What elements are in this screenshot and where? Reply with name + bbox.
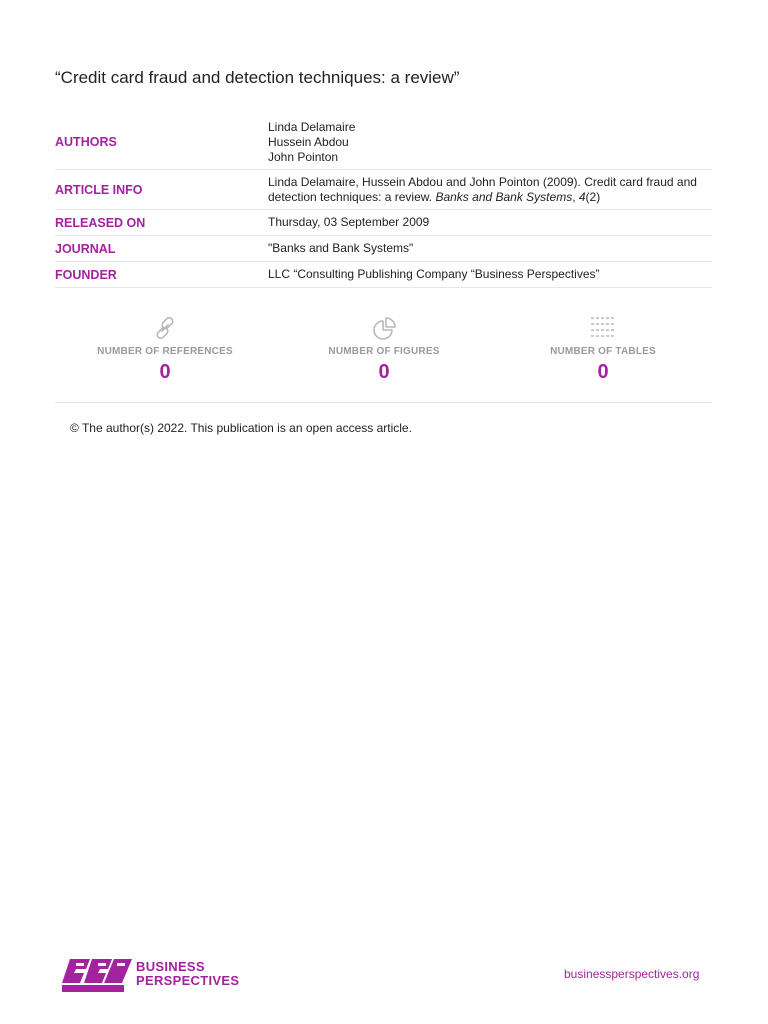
stat-figures — [274, 308, 494, 384]
meta-row-journal — [55, 236, 712, 262]
figures-label: NUMBER OF FIGURES — [328, 346, 440, 357]
tables-count: 0 — [597, 361, 609, 383]
logo-mark-icon — [62, 955, 134, 995]
journal-label: JOURNAL — [55, 241, 116, 256]
article-info-label: ARTICLE INFO — [55, 182, 143, 197]
references-count: 0 — [159, 361, 171, 383]
logo-text — [136, 960, 239, 988]
meta-row-article-info — [55, 170, 712, 210]
authors-label: AUTHORS — [55, 135, 117, 149]
article-meta-table — [55, 115, 712, 288]
figures-count: 0 — [378, 361, 390, 383]
pie-chart-icon — [370, 314, 398, 342]
meta-row-authors — [55, 115, 712, 170]
article-stats — [55, 308, 712, 403]
released-value: Thursday, 03 September 2009 — [268, 215, 430, 229]
copyright-notice: © The author(s) 2022. This publication is an open access article. — [70, 421, 412, 435]
citation-volume: 4 — [578, 189, 586, 204]
released-label: RELEASED ON — [55, 215, 146, 230]
founder-value: LLC “Consulting Publishing Company “Business Perspectives” — [268, 267, 600, 281]
link-icon — [151, 314, 179, 342]
authors-list — [268, 120, 712, 165]
business-perspectives-logo[interactable] — [62, 955, 242, 995]
tables-label: NUMBER OF TABLES — [550, 346, 656, 357]
citation-separator: , — [572, 189, 579, 204]
stat-references — [55, 308, 275, 384]
website-link[interactable]: businessperspectives.org — [564, 967, 700, 981]
author-name: Hussein Abdou — [268, 134, 349, 149]
citation-journal: Banks and Bank Systems — [435, 189, 573, 204]
references-label: NUMBER OF REFERENCES — [97, 346, 233, 357]
stat-tables — [493, 308, 713, 384]
table-icon — [589, 314, 617, 342]
logo-line-1: BUSINESS — [136, 959, 205, 974]
founder-label: FOUNDER — [55, 267, 117, 282]
article-info-citation — [268, 175, 712, 205]
citation-issue: (2) — [585, 189, 601, 204]
author-name: Linda Delamaire — [268, 119, 356, 134]
logo-line-2: PERSPECTIVES — [136, 973, 240, 988]
author-name: John Pointon — [268, 149, 339, 164]
journal-value: "Banks and Bank Systems" — [268, 241, 414, 255]
meta-row-founder — [55, 262, 712, 288]
meta-row-released — [55, 210, 712, 236]
citation-text: Linda Delamaire, Hussein Abdou and John Pointon (2009). Credit card fraud and detection techniques: a review. — [268, 174, 697, 204]
article-title: “Credit card fraud and detection techniques: a review” — [55, 68, 460, 87]
